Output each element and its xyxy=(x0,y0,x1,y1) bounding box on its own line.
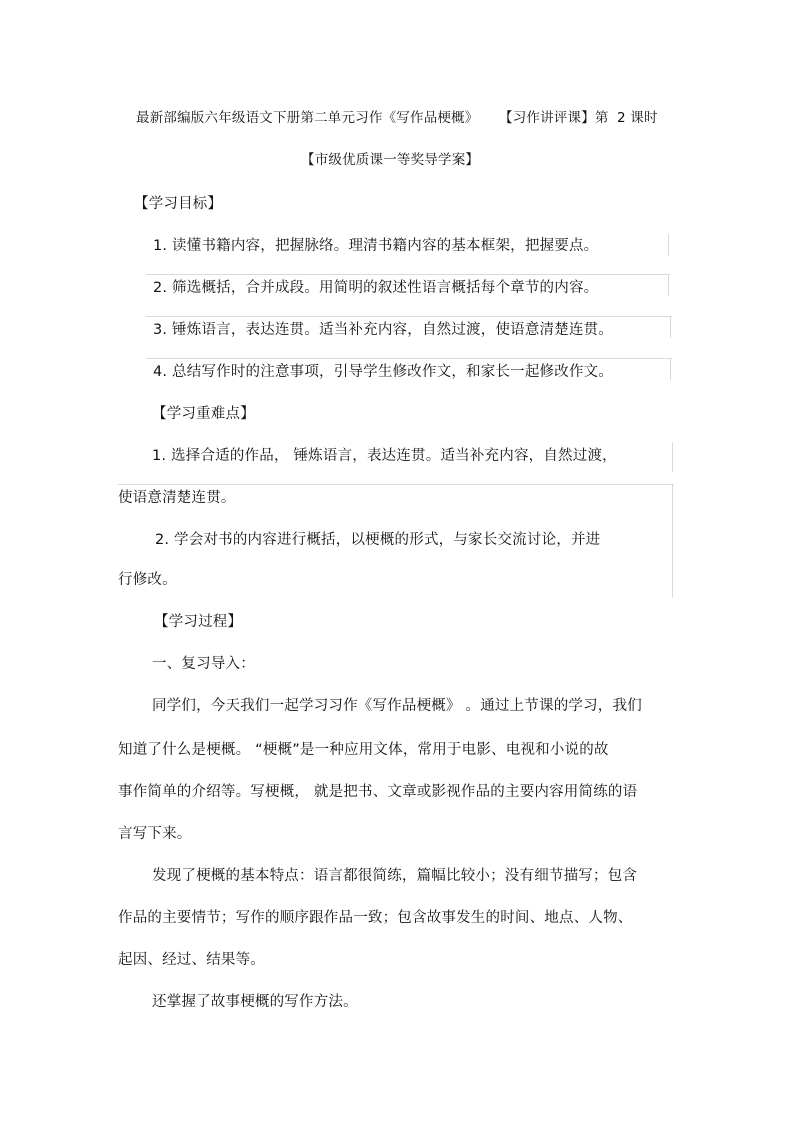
table-rule xyxy=(146,316,672,317)
lesson-type-tag: 【习作讲评课】第 xyxy=(499,110,609,126)
paragraph-1-line-2: 知道了什么是梗概。 “梗概”是一种应用文体，常用于电影、电视和小说的故 xyxy=(118,742,609,758)
goal-item-4: 4. 总结写作时的注意事项，引导学生修改作文，和家长一起修改作文。 xyxy=(153,364,614,380)
paragraph-2-line-3: 起因、经过、结果等。 xyxy=(118,952,265,968)
table-rule xyxy=(672,484,673,598)
table-rule xyxy=(670,316,671,338)
paragraph-2-line-2: 作品的主要情节；写作的顺序跟作品一致；包含故事发生的时间、地点、人物、 xyxy=(118,910,633,926)
document-title: 最新部编版六年级语文下册第二单元习作《写作品梗概》 xyxy=(136,110,479,126)
paragraph-2-line-1: 发现了梗概的基本特点：语言都很简练，篇幅比较小；没有细节描写；包含 xyxy=(152,868,638,884)
paragraph-1-line-1: 同学们，今天我们一起学习习作《写作品梗概》 。通过上节课的学习，我们 xyxy=(152,698,642,714)
key-point-1-line-1: 1. 选择合适的作品， 锤炼语言，表达连贯。适当补充内容，自然过渡， xyxy=(152,448,617,464)
paragraph-1-line-4: 言写下来。 xyxy=(118,826,192,842)
table-rule xyxy=(146,274,670,275)
section-review-intro: 一、复习导入： xyxy=(152,656,255,672)
table-rule xyxy=(118,484,674,485)
table-rule xyxy=(668,234,669,256)
table-rule xyxy=(668,274,669,296)
lesson-number: 2 课时 xyxy=(617,110,658,126)
goal-item-2: 2. 筛选概括，合并成段。用简明的叙述性语言概括每个章节的内容。 xyxy=(153,280,599,296)
process-heading: 【学习过程】 xyxy=(154,614,243,630)
table-rule xyxy=(146,358,672,359)
paragraph-3: 还掌握了故事梗概的写作方法。 xyxy=(152,994,358,1010)
goals-heading: 【学习目标】 xyxy=(134,196,223,212)
paragraph-1-line-3: 事作简单的介绍等。写梗概， 就是把书、文章或影视作品的主要内容用简练的语 xyxy=(118,784,638,800)
key-point-1-line-2: 使语意清楚连贯。 xyxy=(118,490,236,506)
key-points-heading: 【学习重难点】 xyxy=(152,406,255,422)
document-subtitle: 【市级优质课一等奖导学案】 xyxy=(301,152,480,168)
table-rule xyxy=(672,442,673,472)
key-point-2-line-1: 2. 学会对书的内容进行概括，以梗概的形式，与家长交流讨论，并进 xyxy=(155,532,601,548)
goal-item-1: 1. 读懂书籍内容，把握脉络。理清书籍内容的基本框架，把握要点。 xyxy=(153,238,599,254)
table-rule xyxy=(670,358,671,380)
key-point-2-line-2: 行修改。 xyxy=(118,572,177,588)
goal-item-3: 3. 锤炼语言，表达连贯。适当补充内容，自然过渡，使语意清楚连贯。 xyxy=(153,322,614,338)
